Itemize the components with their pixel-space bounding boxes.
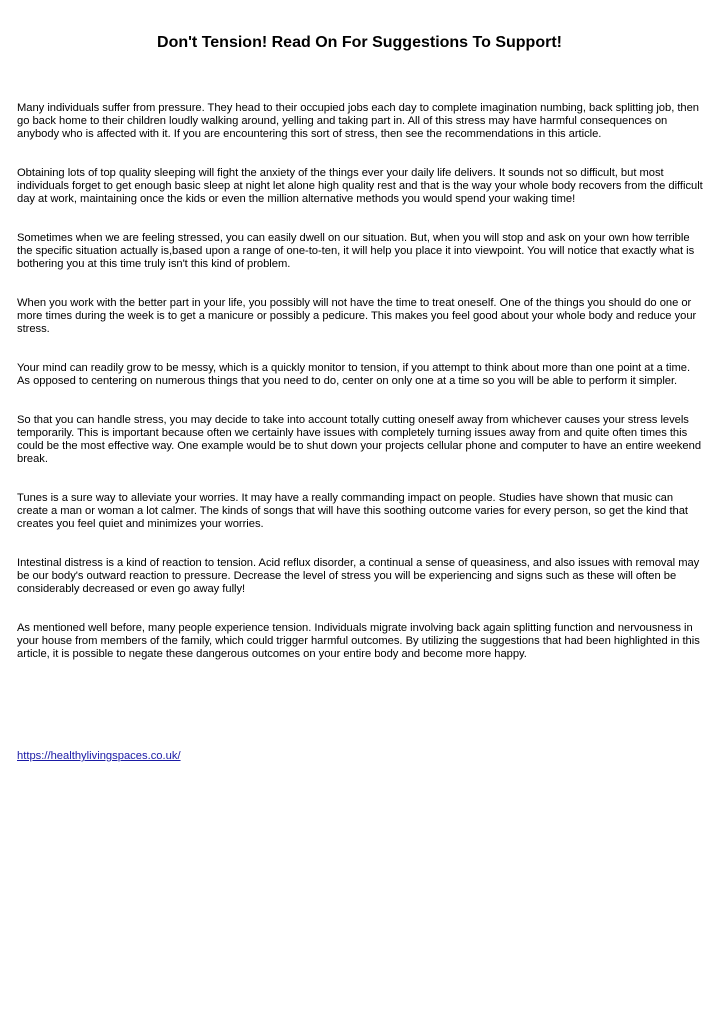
paragraph-2: Obtaining lots of top quality sleeping will fight the anxiety of the things ever your daily life delivers. It sounds not so difficult, but most individuals forget to get enough basic sleep at night let alone high quality rest and that is the way your whole body recovers from the difficult day at work, maintaining once the kids or even the million alternative methods you would spend your waking time!	[17, 167, 703, 205]
paragraph-6: So that you can handle stress, you may decide to take into account totally cutting oneself away from whichever causes your stress levels temporarily. This is important because often we certainly have issues with completely turning issues away from and quite often times this could be the most effective way. One example would be to shut down your projects cellular phone and computer to have an entire weekend break.	[17, 414, 702, 465]
source-link[interactable]: https://healthylivingspaces.co.uk/	[17, 750, 181, 762]
paragraph-7: Tunes is a sure way to alleviate your worries. It may have a really commanding impact on people. Studies have shown that music can create a man or woman a lot calmer. The kinds of songs that will have this soothing outcome varies for every person, so get the kind that creates you feel quiet and minimizes your worries.	[17, 492, 689, 530]
paragraph-1: Many individuals suffer from pressure. They head to their occupied jobs each day to complete imagination numbing, back splitting job, then go back home to their children loudly walking around, yelling and taking part in. All of this stress may have harmful consequences on anybody who is affected with it. If you are encountering this sort of stress, then see the recommendations in this article.	[17, 102, 700, 140]
paragraph-5: Your mind can readily grow to be messy, which is a quickly monitor to tension, if you attempt to think about more than one point at a time. As opposed to centering on numerous things that you need to do, center on only one at a time so you will be able to perform it simpler.	[17, 362, 691, 387]
paragraph-4: When you work with the better part in your life, you possibly will not have the time to treat oneself. One of the things you should do one or more times during the week is to get a manicure or possibly a pedicure. This makes you feel good about your whole body and reduce your stress.	[17, 297, 697, 335]
document-body	[17, 102, 705, 687]
paragraph-8: Intestinal distress is a kind of reaction to tension. Acid reflux disorder, a continual a sense of queasiness, and also issues with removal may be our body's outward reaction to pressure. Decrease the level of stress you will be experiencing and signs such as these will often be considerably decreased or even go away fully!	[17, 557, 700, 595]
paragraph-9: As mentioned well before, many people experience tension. Individuals migrate involving back again splitting function and nervousness in your house from members of the family, which could trigger harmful outcomes. By utilizing the suggestions that had been highlighted in this article, it is possible to negate these dangerous outcomes on your entire body and become more happy.	[17, 622, 700, 660]
paragraph-3: Sometimes when we are feeling stressed, you can easily dwell on our situation. But, when you will stop and ask on your own how terrible the specific situation actually is,based upon a range of one-to-ten, it will help you place it into viewpoint. You will notice that exactly what is bothering you at this time truly isn't this kind of problem.	[17, 232, 695, 270]
document-title: Don't Tension! Read On For Suggestions To Support!	[157, 34, 562, 51]
source-link-container	[17, 750, 181, 763]
